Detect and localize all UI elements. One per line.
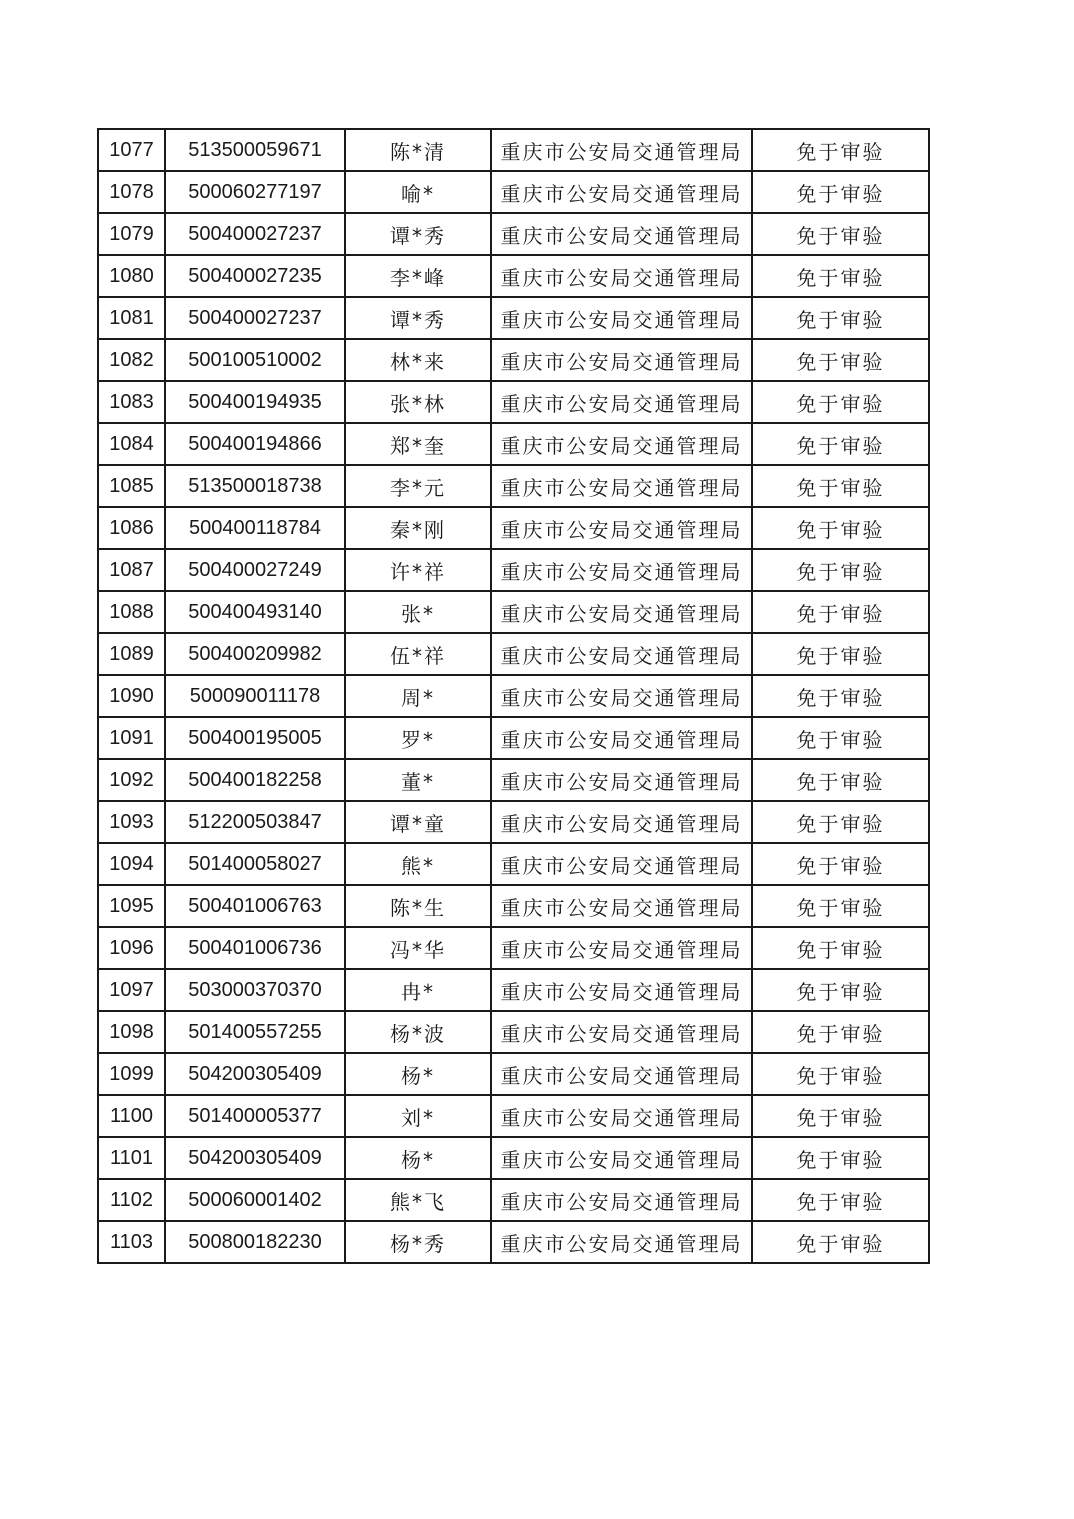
table-row	[98, 969, 929, 1011]
holder-name-cell: 刘*	[345, 1095, 491, 1137]
holder-name-cell: 杨*波	[345, 1011, 491, 1053]
holder-name-cell: 谭*童	[345, 801, 491, 843]
holder-name-cell: 杨*	[345, 1053, 491, 1095]
row-number-cell: 1079	[98, 213, 165, 255]
issuing-authority-cell: 重庆市公安局交通管理局	[491, 885, 752, 927]
row-number-cell: 1089	[98, 633, 165, 675]
review-result-cell: 免于审验	[752, 801, 929, 843]
license-number-cell: 500400194935	[165, 381, 345, 423]
table-row	[98, 213, 929, 255]
issuing-authority-cell: 重庆市公安局交通管理局	[491, 297, 752, 339]
issuing-authority-cell: 重庆市公安局交通管理局	[491, 801, 752, 843]
issuing-authority-cell: 重庆市公安局交通管理局	[491, 381, 752, 423]
review-result-cell: 免于审验	[752, 465, 929, 507]
review-result-cell: 免于审验	[752, 255, 929, 297]
table-row	[98, 549, 929, 591]
holder-name-cell: 郑*奎	[345, 423, 491, 465]
issuing-authority-cell: 重庆市公安局交通管理局	[491, 759, 752, 801]
holder-name-cell: 李*元	[345, 465, 491, 507]
issuing-authority-cell: 重庆市公安局交通管理局	[491, 1179, 752, 1221]
row-number-cell: 1102	[98, 1179, 165, 1221]
issuing-authority-cell: 重庆市公安局交通管理局	[491, 507, 752, 549]
issuing-authority-cell: 重庆市公安局交通管理局	[491, 1137, 752, 1179]
holder-name-cell: 熊*	[345, 843, 491, 885]
issuing-authority-cell: 重庆市公安局交通管理局	[491, 549, 752, 591]
issuing-authority-cell: 重庆市公安局交通管理局	[491, 1053, 752, 1095]
table-row	[98, 927, 929, 969]
table-row	[98, 255, 929, 297]
table-row	[98, 1179, 929, 1221]
license-number-cell: 501400058027	[165, 843, 345, 885]
license-number-cell: 500400027237	[165, 213, 345, 255]
row-number-cell: 1077	[98, 129, 165, 171]
holder-name-cell: 喻*	[345, 171, 491, 213]
table-row	[98, 1137, 929, 1179]
review-result-cell: 免于审验	[752, 885, 929, 927]
review-result-cell: 免于审验	[752, 675, 929, 717]
license-number-cell: 500400194866	[165, 423, 345, 465]
review-result-cell: 免于审验	[752, 1053, 929, 1095]
license-number-cell: 500400027249	[165, 549, 345, 591]
issuing-authority-cell: 重庆市公安局交通管理局	[491, 465, 752, 507]
license-number-cell: 504200305409	[165, 1137, 345, 1179]
review-result-cell: 免于审验	[752, 339, 929, 381]
issuing-authority-cell: 重庆市公安局交通管理局	[491, 927, 752, 969]
holder-name-cell: 许*祥	[345, 549, 491, 591]
review-result-cell: 免于审验	[752, 549, 929, 591]
holder-name-cell: 林*来	[345, 339, 491, 381]
table-row	[98, 423, 929, 465]
row-number-cell: 1103	[98, 1221, 165, 1263]
holder-name-cell: 冯*华	[345, 927, 491, 969]
issuing-authority-cell: 重庆市公安局交通管理局	[491, 969, 752, 1011]
issuing-authority-cell: 重庆市公安局交通管理局	[491, 717, 752, 759]
row-number-cell: 1082	[98, 339, 165, 381]
holder-name-cell: 谭*秀	[345, 297, 491, 339]
row-number-cell: 1090	[98, 675, 165, 717]
holder-name-cell: 谭*秀	[345, 213, 491, 255]
row-number-cell: 1095	[98, 885, 165, 927]
license-number-cell: 501400557255	[165, 1011, 345, 1053]
table-body	[98, 129, 929, 1263]
row-number-cell: 1087	[98, 549, 165, 591]
review-result-cell: 免于审验	[752, 969, 929, 1011]
issuing-authority-cell: 重庆市公安局交通管理局	[491, 213, 752, 255]
issuing-authority-cell: 重庆市公安局交通管理局	[491, 129, 752, 171]
table-row	[98, 717, 929, 759]
license-number-cell: 500400195005	[165, 717, 345, 759]
row-number-cell: 1101	[98, 1137, 165, 1179]
table-row	[98, 675, 929, 717]
row-number-cell: 1086	[98, 507, 165, 549]
issuing-authority-cell: 重庆市公安局交通管理局	[491, 1221, 752, 1263]
holder-name-cell: 陈*清	[345, 129, 491, 171]
review-result-cell: 免于审验	[752, 507, 929, 549]
table-row	[98, 843, 929, 885]
license-number-cell: 500400027237	[165, 297, 345, 339]
row-number-cell: 1097	[98, 969, 165, 1011]
row-number-cell: 1091	[98, 717, 165, 759]
holder-name-cell: 杨*秀	[345, 1221, 491, 1263]
table-row	[98, 297, 929, 339]
table-row	[98, 885, 929, 927]
holder-name-cell: 冉*	[345, 969, 491, 1011]
row-number-cell: 1084	[98, 423, 165, 465]
license-number-cell: 503000370370	[165, 969, 345, 1011]
license-number-cell: 512200503847	[165, 801, 345, 843]
row-number-cell: 1094	[98, 843, 165, 885]
review-result-cell: 免于审验	[752, 717, 929, 759]
holder-name-cell: 李*峰	[345, 255, 491, 297]
license-number-cell: 500400027235	[165, 255, 345, 297]
license-number-cell: 500400209982	[165, 633, 345, 675]
record-table	[97, 128, 930, 1264]
license-number-cell: 500090011178	[165, 675, 345, 717]
issuing-authority-cell: 重庆市公安局交通管理局	[491, 255, 752, 297]
holder-name-cell: 张*林	[345, 381, 491, 423]
table-row	[98, 465, 929, 507]
issuing-authority-cell: 重庆市公安局交通管理局	[491, 339, 752, 381]
license-number-cell: 500060277197	[165, 171, 345, 213]
holder-name-cell: 董*	[345, 759, 491, 801]
license-number-cell: 500400493140	[165, 591, 345, 633]
table-row	[98, 633, 929, 675]
review-result-cell: 免于审验	[752, 591, 929, 633]
license-number-cell: 500401006736	[165, 927, 345, 969]
table-row	[98, 759, 929, 801]
issuing-authority-cell: 重庆市公安局交通管理局	[491, 423, 752, 465]
issuing-authority-cell: 重庆市公安局交通管理局	[491, 171, 752, 213]
review-result-cell: 免于审验	[752, 843, 929, 885]
license-number-cell: 500400118784	[165, 507, 345, 549]
row-number-cell: 1078	[98, 171, 165, 213]
row-number-cell: 1096	[98, 927, 165, 969]
holder-name-cell: 杨*	[345, 1137, 491, 1179]
row-number-cell: 1092	[98, 759, 165, 801]
review-result-cell: 免于审验	[752, 1137, 929, 1179]
row-number-cell: 1081	[98, 297, 165, 339]
table-row	[98, 507, 929, 549]
table-row	[98, 381, 929, 423]
review-result-cell: 免于审验	[752, 1011, 929, 1053]
holder-name-cell: 伍*祥	[345, 633, 491, 675]
table-row	[98, 339, 929, 381]
table-row	[98, 801, 929, 843]
license-number-cell: 500100510002	[165, 339, 345, 381]
holder-name-cell: 张*	[345, 591, 491, 633]
table-row	[98, 1011, 929, 1053]
review-result-cell: 免于审验	[752, 297, 929, 339]
issuing-authority-cell: 重庆市公安局交通管理局	[491, 1095, 752, 1137]
review-result-cell: 免于审验	[752, 213, 929, 255]
review-result-cell: 免于审验	[752, 1179, 929, 1221]
license-number-cell: 500400182258	[165, 759, 345, 801]
row-number-cell: 1088	[98, 591, 165, 633]
issuing-authority-cell: 重庆市公安局交通管理局	[491, 843, 752, 885]
license-number-cell: 500060001402	[165, 1179, 345, 1221]
review-result-cell: 免于审验	[752, 381, 929, 423]
license-number-cell: 500800182230	[165, 1221, 345, 1263]
holder-name-cell: 罗*	[345, 717, 491, 759]
table-row	[98, 1053, 929, 1095]
issuing-authority-cell: 重庆市公安局交通管理局	[491, 633, 752, 675]
holder-name-cell: 周*	[345, 675, 491, 717]
review-result-cell: 免于审验	[752, 633, 929, 675]
table-row	[98, 171, 929, 213]
row-number-cell: 1099	[98, 1053, 165, 1095]
review-result-cell: 免于审验	[752, 171, 929, 213]
review-result-cell: 免于审验	[752, 927, 929, 969]
issuing-authority-cell: 重庆市公安局交通管理局	[491, 675, 752, 717]
table-row	[98, 591, 929, 633]
table-row	[98, 1095, 929, 1137]
holder-name-cell: 秦*刚	[345, 507, 491, 549]
row-number-cell: 1083	[98, 381, 165, 423]
table-row	[98, 129, 929, 171]
review-result-cell: 免于审验	[752, 129, 929, 171]
row-number-cell: 1093	[98, 801, 165, 843]
table-row	[98, 1221, 929, 1263]
license-number-cell: 500401006763	[165, 885, 345, 927]
license-number-cell: 504200305409	[165, 1053, 345, 1095]
review-result-cell: 免于审验	[752, 759, 929, 801]
row-number-cell: 1100	[98, 1095, 165, 1137]
review-result-cell: 免于审验	[752, 1095, 929, 1137]
review-result-cell: 免于审验	[752, 423, 929, 465]
holder-name-cell: 熊*飞	[345, 1179, 491, 1221]
license-number-cell: 513500018738	[165, 465, 345, 507]
license-number-cell: 513500059671	[165, 129, 345, 171]
row-number-cell: 1098	[98, 1011, 165, 1053]
row-number-cell: 1080	[98, 255, 165, 297]
issuing-authority-cell: 重庆市公安局交通管理局	[491, 591, 752, 633]
issuing-authority-cell: 重庆市公安局交通管理局	[491, 1011, 752, 1053]
row-number-cell: 1085	[98, 465, 165, 507]
holder-name-cell: 陈*生	[345, 885, 491, 927]
review-result-cell: 免于审验	[752, 1221, 929, 1263]
license-number-cell: 501400005377	[165, 1095, 345, 1137]
